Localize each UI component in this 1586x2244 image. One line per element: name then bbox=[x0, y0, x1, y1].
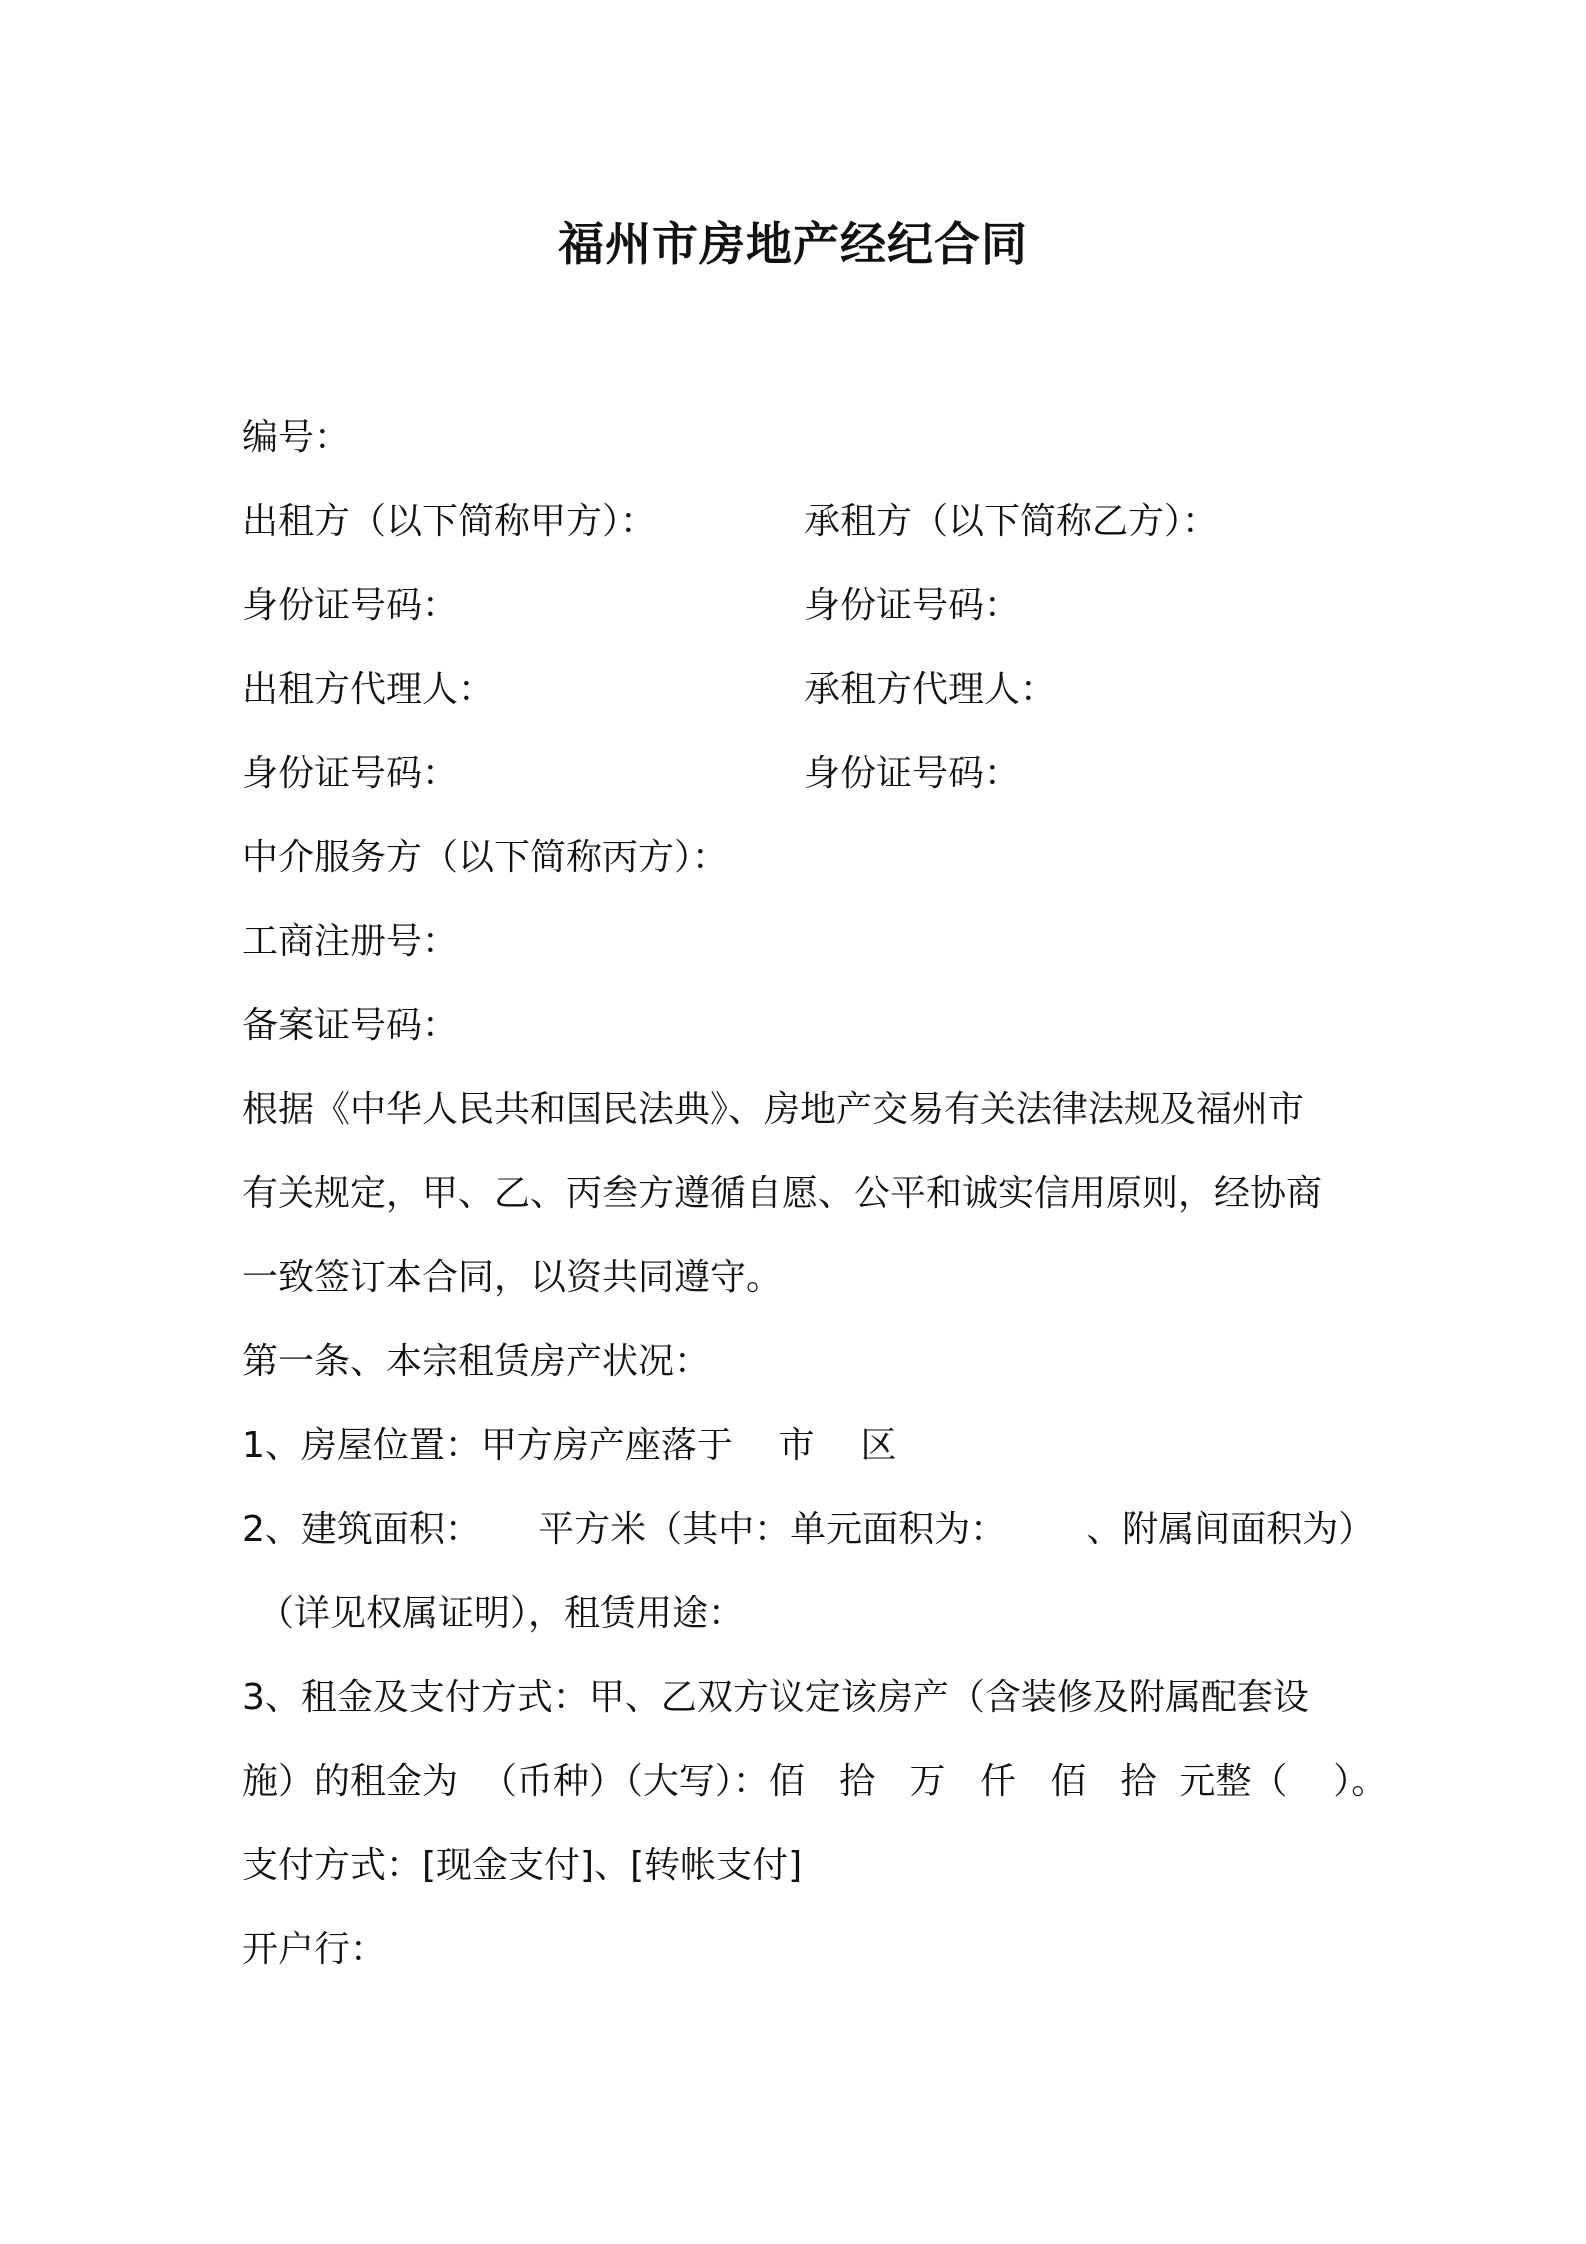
bank-label: 开户行： bbox=[242, 1929, 387, 1970]
lessor-agent-label: 出租方代理人： bbox=[242, 669, 495, 710]
lessee-id-label: 身份证号码： bbox=[804, 585, 1021, 626]
intermediary-label: 中介服务方（以下简称丙方）： bbox=[242, 837, 729, 878]
filing-cert-label: 备案证号码： bbox=[242, 1005, 459, 1046]
business-reg-label: 工商注册号： bbox=[242, 921, 459, 962]
lessee-label: 承租方（以下简称乙方）： bbox=[804, 501, 1219, 542]
preamble-line-3: 一致签订本合同，以资共同遵守。 bbox=[242, 1257, 783, 1298]
lessor-id-label: 身份证号码： bbox=[242, 585, 459, 626]
article-1-item-2-line-2: （详见权属证明），租赁用途： bbox=[258, 1593, 745, 1634]
preamble-line-1: 根据《中华人民共和国民法典》、房地产交易有关法律法规及福州市 bbox=[242, 1089, 1305, 1130]
article-1-heading: 第一条、本宗租赁房产状况： bbox=[242, 1341, 711, 1382]
lessor-agent-id-label: 身份证号码： bbox=[242, 753, 459, 794]
contract-number-label: 编号： bbox=[242, 417, 351, 458]
article-1-item-1: 1、房屋位置：甲方房产座落于 市 区 bbox=[242, 1425, 897, 1466]
preamble-line-2: 有关规定，甲、乙、丙叁方遵循自愿、公平和诚实信用原则，经协商 bbox=[242, 1173, 1323, 1214]
lessee-agent-id-label: 身份证号码： bbox=[804, 753, 1021, 794]
article-1-item-3-line-1: 3、租金及支付方式：甲、乙双方议定该房产（含装修及附属配套设 bbox=[242, 1677, 1309, 1718]
payment-method-label: 支付方式：[现金支付]、[转帐支付] bbox=[242, 1845, 803, 1886]
lessee-agent-label: 承租方代理人： bbox=[804, 669, 1057, 710]
article-1-item-2-line-1: 2、建筑面积： 平方米（其中：单元面积为： 、附属间面积为） bbox=[242, 1509, 1375, 1550]
article-1-item-3-line-2: 施）的租金为 （币种）（大写）：佰 拾 万 仟 佰 拾 元整（ ）。 bbox=[242, 1761, 1388, 1802]
page-title: 福州市房地产经纪合同 bbox=[558, 217, 1028, 271]
lessor-label: 出租方（以下简称甲方）： bbox=[242, 501, 657, 542]
